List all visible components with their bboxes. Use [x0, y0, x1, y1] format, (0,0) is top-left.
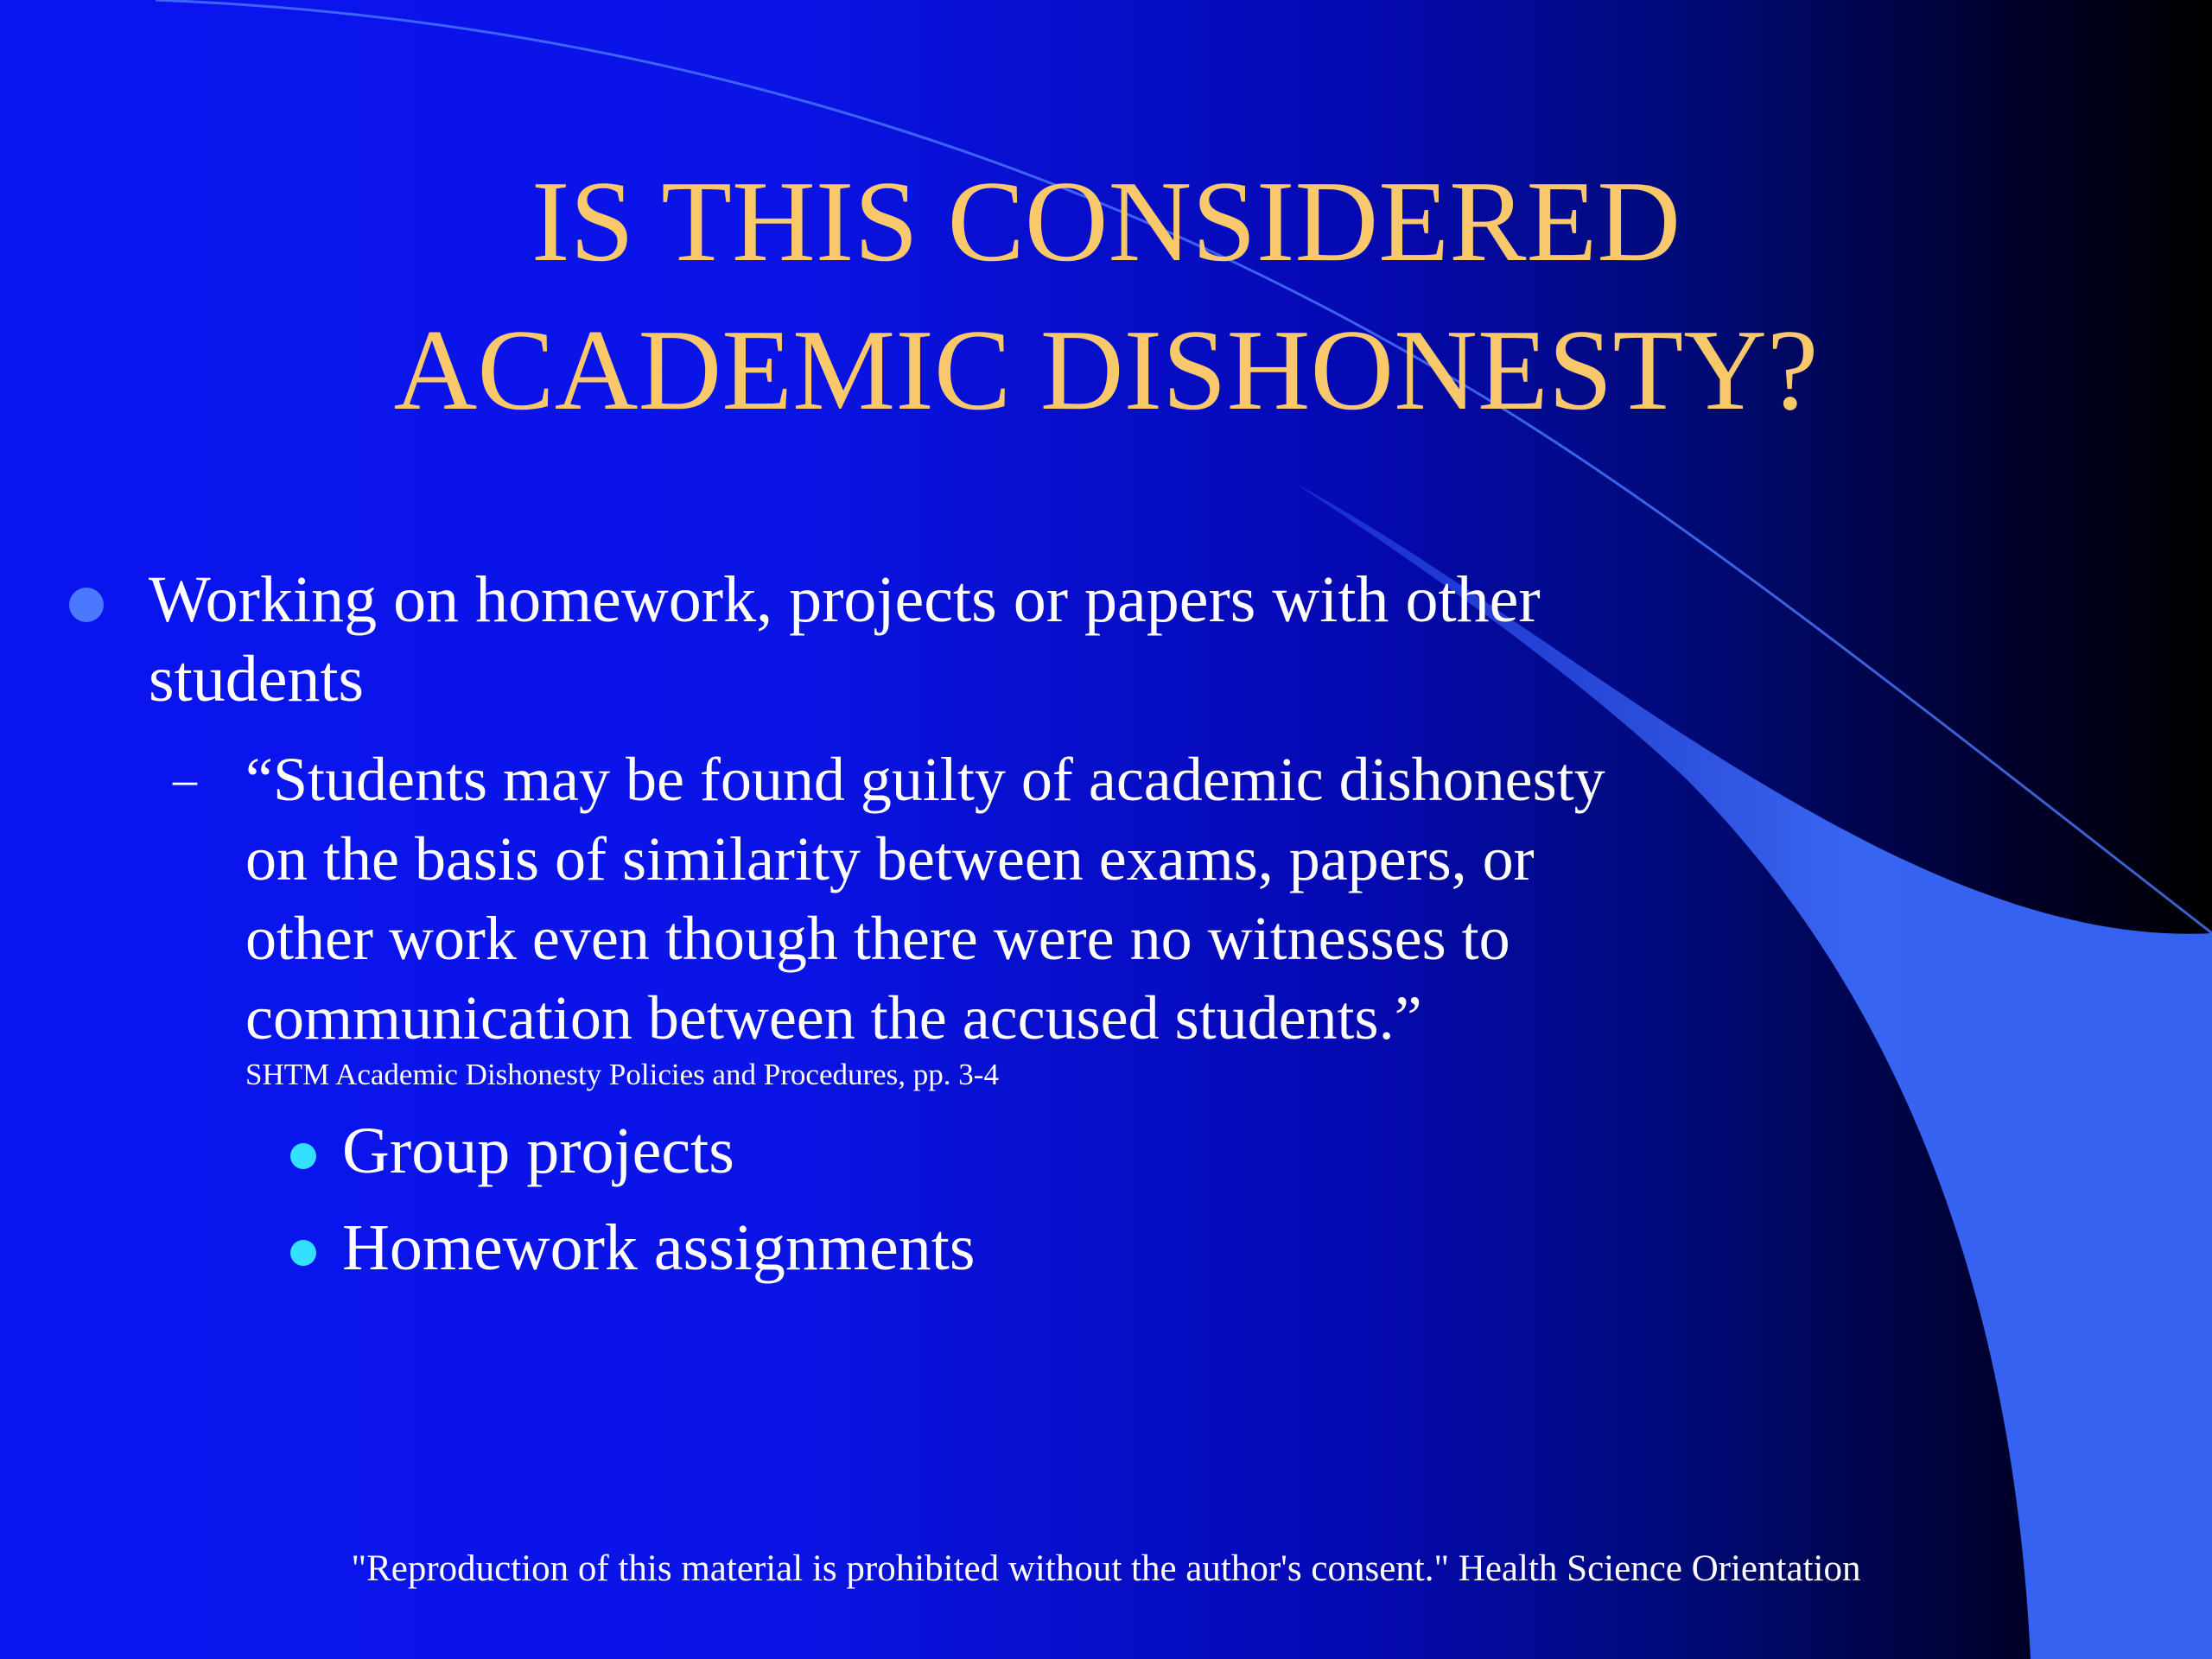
bullet-working-on-homework [149, 560, 1790, 719]
citation: SHTM Academic Dishonesty Policies and Procedures, pp. 3-4 [245, 1058, 999, 1091]
title-line-1: IS THIS CONSIDERED [531, 157, 1681, 285]
bullet-dot-icon [69, 588, 104, 622]
bullet-dot-icon [290, 1143, 316, 1169]
quote-line: “Students may be found guilty of academic dishonesty [245, 745, 1605, 814]
bullet-line: Working on homework, projects or papers with other [149, 563, 1541, 636]
quote-line: communication between the accused students.” [245, 983, 1422, 1052]
dash-icon: – [173, 753, 197, 806]
sub-sub-bullet-group-projects: Group projects [342, 1115, 734, 1187]
footer-notice: "Reproduction of this material is prohibited without the author's consent." Health Science Orientation [351, 1548, 1861, 1589]
sub-sub-bullet-homework-assignments: Homework assignments [342, 1211, 976, 1284]
quote-line: other work even though there were no witnesses to [245, 904, 1510, 973]
quote-line: on the basis of similarity between exams, papers, or [245, 824, 1535, 893]
bullet-dot-icon [290, 1240, 316, 1266]
sub-bullet-quote [245, 740, 1904, 1058]
title-line-2: ACADEMIC DISHONESTY? [393, 306, 1819, 434]
bullet-line: students [149, 643, 365, 715]
